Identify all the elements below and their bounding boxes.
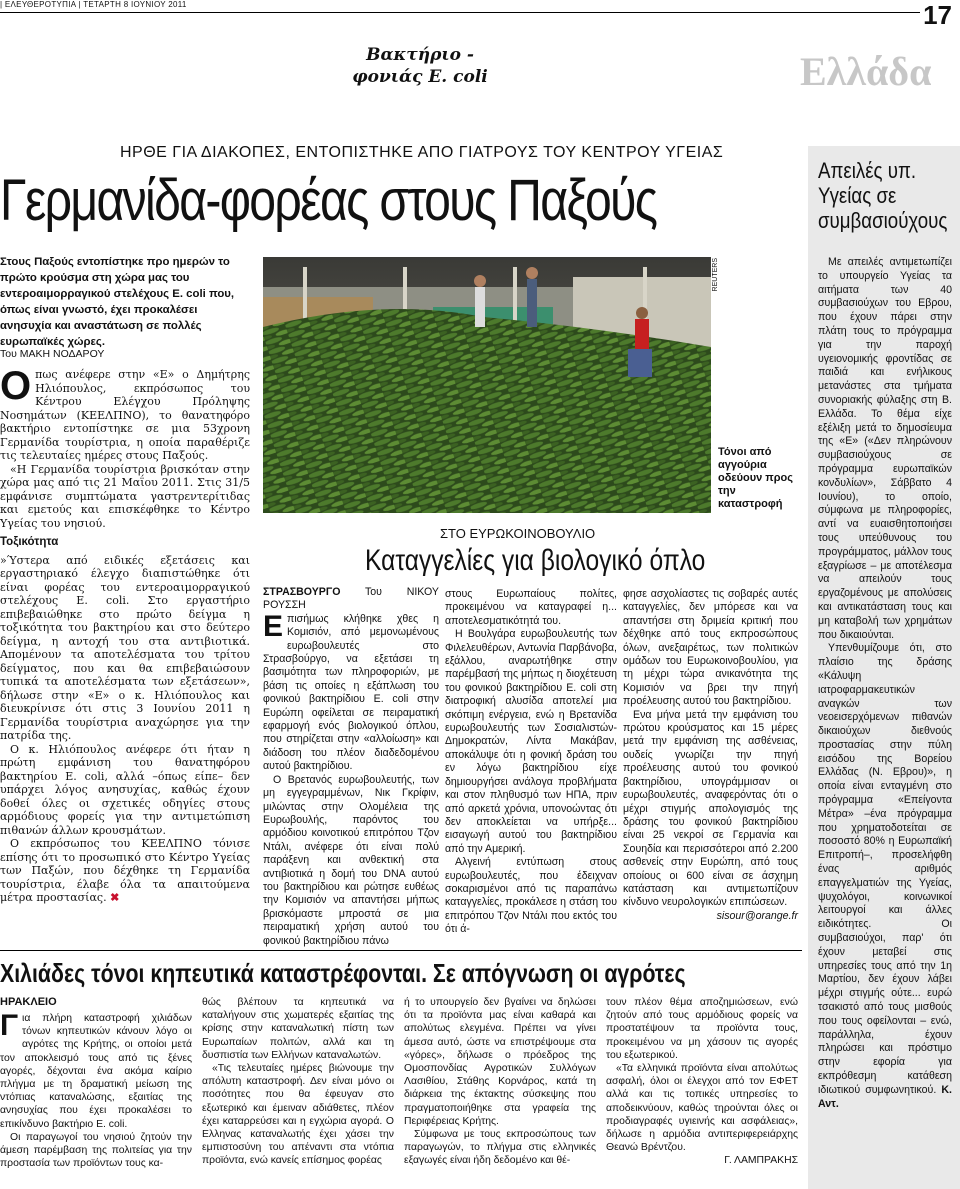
euro-col-3 bbox=[623, 588, 798, 923]
euro-paragraph-2: Ο Βρετανός ευρωβουλευτής, των μη εγγεγραμμένων, Νικ Γκρίφιν, μιλώντας στην Ολομέλεια της Ευρωβουλής, παρόντος του αρμόδιου κοινοτικού επιτρόπου Τζον Ντάλι, ανέφερε ότι είναι πολύ παράξενη και ανθεκτική στα αντιβιοτικά η δομή του DNA αυτού του βακτηρίδιου και ρώτησε ευθέως την Κομισιόν να απαντήσει μήπως βρισκόμαστε μπροστά σε μια πειραματική χρήση αυτού του φονικού βακτηρίδιου πάνω bbox=[263, 773, 439, 947]
sidebar-paragraph-1: Με απειλές αντιμετωπίζει το υπουργείο Υγείας τα αιτήματα των 40 συμβασιούχων του Εβρου, που έχουν πάρει στην πλάτη τους το πρόγραμμα για την παροχή υγειονομικής φροντίδας σε παιδιά και ενήλικους μετανάστες στα τμήματα συνοριακής φύλαξης στη Β. Ελλάδα. Το θέμα είχε εξέλιξη μετά το δημοσίευμα της «Ε» («Δεν πληρώνουν συμβασιούχους σε πρόγραμμα ευρωπαϊκών κονδυλίων», Σάββατο 4 Ιουνίου), το οποίο, σύμφωνα με πληροφορίες, αντί να ευαισθητοποιήσει τους υπεύθυνους του προγράμματος, μάλλον τους εξαγρίωσε – με αποτέλεσμα να απειλούν τους εργαζομένους με απολύσεις και αντικατάσταση τους και μη καταβολή των χρημάτων που δικαιούνται. bbox=[818, 256, 952, 641]
photo-caption: Τόνοι από αγγούρια οδεύουν προς την καταστροφή bbox=[718, 446, 793, 510]
sidebar-signoff: Κ. Αντ. bbox=[818, 1083, 952, 1110]
euro-kicker: ΣΤΟ ΕΥΡΩΚΟΙΝΟΒΟΥΛΙΟ bbox=[440, 526, 596, 541]
teaser bbox=[330, 44, 510, 88]
bottom-col1-text: ια πλήρη καταστροφή χιλιάδων τόνων κηπευτικών κάνουν λόγο οι αγρότες της Κρήτης, οι οποίοι μετά τον αποκλεισμό τους από τις ξένες αγορές, δέχονται ένα ακόμα καίριο πλήγμα με τη δραματική μείωση της ντόπιας καταναλώσης, εξαιτίας της ανησυχίας που έχει προκαλέσει το επικίνδυνο βακτήριο E. coli. bbox=[0, 1013, 192, 1130]
euro-place: ΣΤΡΑΣΒΟΥΡΓΟ bbox=[263, 586, 341, 598]
photo-credit: REUTERS bbox=[712, 258, 719, 292]
euro-paragraph-7: Ενα μήνα μετά την εμφάνιση του πρώτου κρούσματος και 15 μέρες μετά την εμφάνιση της ασθένειας, ουδείς γνωρίζει την πηγή προέλευσης αυτού του φονικού βακτηρίδιου, υπογράμμισαν οι ευρωβουλευτές, αναφερόντας ότι ο μέχρι στιγμής απολογισμός της δράσης του φονικού βακτηρίδιου είναι 25 νεκροί σε Γερμανία και Σουηδία και περισσότεροι από 2.200 ασθενείς στην Ευρώπη, από τους οποίους οι 600 είναι σε άσχημη κατάσταση και αντιμετωπίζουν κίνδυνο νευρολογικών επιπώσεων. bbox=[623, 708, 798, 909]
running-header: | ΕΛΕΥΘΕΡΟΤΥΠΙΑ | ΤΕΤΑΡΤΗ 8 ΙΟΥΝΙΟΥ 2011 bbox=[0, 0, 187, 9]
euro-dateline bbox=[263, 586, 439, 613]
bottom-headline: Χιλιάδες τόνοι κηπευτικά καταστρέφονται. Σε απόγνωση οι αγρότες bbox=[0, 958, 686, 988]
dropcap: Ο bbox=[0, 364, 32, 408]
main-headline: Γερμανίδα-φορέας στους Παξούς bbox=[0, 168, 657, 233]
main-kicker: ΗΡΘΕ ΓΙΑ ΔΙΑΚΟΠΕΣ, ΕΝΤΟΠΙΣΤΗΚΕ ΑΠΟ ΓΙΑΤΡΟΥΣ ΤΟΥ ΚΕΝΤΡΟΥ ΥΓΕΙΑΣ bbox=[120, 144, 724, 161]
bottom-place: ΗΡΑΚΛΕΙΟ bbox=[0, 996, 57, 1008]
euro-email: sisour@orange.fr bbox=[716, 909, 798, 922]
sidebar-title: Απειλές υπ. Υγείας σε συμβασιούχους bbox=[818, 158, 948, 233]
euro-byline: Του ΝΙΚΟΥ ΡΟΥΣΣΗ bbox=[263, 586, 439, 612]
bottom-col-3 bbox=[404, 996, 596, 1168]
main-paragraph-2: «Η Γερμανίδα τουρίστρια βρισκόταν στην χώρα μας από τις 21 Μαΐου 2011. Στις 31/5 εμφάνισε συμπτώματα γαστρεντερίτιδας και εμετούς και επισκέφθηκε το Κέντρο Υγείας του νησιού. bbox=[0, 462, 250, 530]
bottom-col-2 bbox=[202, 996, 394, 1168]
main-body bbox=[0, 364, 250, 905]
bottom-rule bbox=[0, 950, 802, 951]
euro-paragraph-6: φησε ασχολίαστες τις σοβαρές αυτές καταγγελίες, δεν μπόρεσε και να απαντήσει στη δριμεία κριτική που δέχθηκε από τους εκπροσώπους όλων, ανεξαιρέτως, των πολιτικών ομάδων του Ευρωκοινοβουλίου, για τη μέχρι τώρα ανικανότητα της Κομισιόν να βρει την πηγή προέλευσης αυτού του βακτηρίδιου. bbox=[623, 588, 798, 708]
euro-headline: Καταγγελίες για βιολογικό όπλο bbox=[365, 544, 706, 577]
bottom-col-1 bbox=[0, 1009, 192, 1170]
cucumber-photo bbox=[263, 257, 711, 513]
sidebar-body bbox=[818, 256, 952, 1111]
bottom-dropcap: Γ bbox=[0, 1009, 19, 1042]
bottom-paragraph-2: Οι παραγωγοί του νησιού ζητούν την άμεση παρέμβαση της πολιτείας για την προστασία των προϊόντων τους κα- bbox=[0, 1131, 192, 1170]
bottom-paragraph-1 bbox=[0, 1009, 192, 1131]
teaser-line-1: Βακτήριο - bbox=[366, 45, 474, 65]
bottom-paragraph-5: ή το υπουργείο δεν βγαίνει να δηλώσει ότι τα προϊόντα μας είναι καθαρά και απολύτως ελεγμένα. Πρέπει να γίνει άμεσα αυτό, ώστε να επιστρέψουμε στα «γόρες», δήλωσε ο πρόεδρος της Ομοσπονδίας Αγροτικών Συλλόγων Λασιθίου, Στάθης Κορνάρος, κατά τη διάρκεια της έκτακτης σύσκεψης που πραγματοποιήθηκε στα γραφεία της Περιφέρειας Κρήτης. bbox=[404, 997, 596, 1127]
main-lead: Στους Παξούς εντοπίστηκε προ ημερών το πρώτο κρούσμα στη χώρα μας του εντεροαιμορραγικού στελέχους E. coli που, όπως είναι γνωστό, έχει προκαλέσει ανησυχία και αναστάτωση σε πολλές ευρωπαϊκές χώρες. bbox=[0, 256, 235, 348]
sidebar-paragraph-2 bbox=[818, 642, 952, 1111]
euro-col1-text: πισήμως κλήθηκε χθες η Κομισιόν, από μεμονωμένους ευρωβουλευτές στο Στρασβούργο, να εξετάσει τη βασιμότητα των πληροφοριών, με βάση τις οποίες η εξάπλωση του φονικού βακτηρίδιου E. coli στην Ευρώπη οφείλεται σε πειραματική εφαρμογή ενός βιολογικού όπλου, που στηρίζεται στην «αλλοίωση» και διάδοση του πλέον διαδεδομένου αυτού βακτηρίδιου. bbox=[263, 612, 439, 773]
main-paragraph-3: »Ύστερα από ειδικές εξετάσεις και εργαστηριακό έλεγχο διαπιστώθηκε ότι είναι φορέας του εντεροαιμορραγικού στελέχους E. coli. Στο εργαστήριο επιβεβαιώθηκε στο πρώτο δείγμα η τοξικότητα του βακτηρίου και στο δεύτερο δείγμα, η αντοχή του στα αντιβιοτικά. Απομένουν τα αποτελέσματα του τρίτου δείγματος, που και θα επιβεβαιώσουν τυπικά τα αποτελέσματα των εξετάσεων», δήλωσε στην «Ε» ο κ. Ηλιόπουλος και διευκρίνισε ότι στις 3 Ιουνίου 2011 η Γερμανίδα τουρίστρια αναχώρησε για την πατρίδα της. bbox=[0, 553, 250, 742]
euro-paragraph-5: Αλγεινή εντύπωση στους ευρωβουλευτές, που έδειχναν σοκαρισμένοι από τις παραπάνω καταγγελίες, προκάλεσε η στάση του επιτρόπου Τζον Ντάλι που εκτός του ότι ά- bbox=[445, 856, 617, 936]
teaser-line-2: φονιάς E. coli bbox=[352, 67, 488, 87]
bottom-paragraph-8: «Τα ελληνικά προϊόντα είναι απολύτως ασφαλή, όλοι οι έλεγχοι από τον ΕΦΕΤ αλλά και τις τοπικές υπηρεσίες το αποδεικνύουν, καθώς τηρούνται όλες οι προδιαγραφές υγιεινής και ασφάλειας», δήλωσε η αρμόδια αντιπεριφερειάρχης Θεανώ Βρέντζου. bbox=[606, 1063, 798, 1154]
main-byline: Του ΜΑΚΗ ΝΟΔΑΡΟΥ bbox=[0, 348, 105, 360]
euro-dropcap: Ε bbox=[263, 609, 284, 643]
main-paragraph-5 bbox=[0, 837, 250, 905]
main-p1-text: πως ανέφερε στην «Ε» ο Δημήτρης Ηλιόπουλος, εκπρόσωπος του Κέντρου Ελέγχου Πρόληψης Νοσημάτων (ΚΕΕΛΠΝΟ), το θανατηφόρο βακτήριο εντοπίστηκε σε μια 53χρονη Γερμανίδα τουρίστρια, η οποία παραθέριζε τις τελευταίες ημέρες στους Παξούς. bbox=[0, 368, 250, 462]
euro-paragraph-1 bbox=[263, 609, 439, 774]
bottom-paragraph-6: Σύμφωνα με τους εκπροσώπους των παραγωγών, το πλήγμα στις ελληνικές εξαγωγές είναι ήδη δεδομένο και θέ- bbox=[404, 1129, 596, 1167]
main-p5-text: Ο εκπρόσωπος του ΚΕΕΛΠΝΟ τόνισε επίσης ότι το προσωπικό στο Κέντρο Υγείας των Παξών, που δέχθηκε τη Γερμανίδα τουρίστρια, έλαβε όλα τα απαιτούμενα μέτρα προστασίας. bbox=[0, 837, 250, 904]
main-subhead: Τοξικότητα bbox=[0, 536, 59, 548]
bottom-paragraph-7: τουν πλέον θέμα αποζημιώσεων, ενώ ζητούν από τους αρμόδιους φορείς να προστατέψουν τα προϊόντα τους, προκειμένου να μη χάσουν τις αγορές του εξωτερικού. bbox=[606, 997, 798, 1061]
end-mark-icon: ✖ bbox=[110, 891, 120, 904]
euro-col-1 bbox=[263, 586, 439, 948]
bottom-col-4 bbox=[606, 996, 798, 1168]
bottom-paragraph-4: «Τις τελευταίες ημέρες βιώνουμε την απόλυτη καταστροφή. Δεν είναι μόνο οι ποσότητες που θα έφευγαν στο εξωτερικό και έμειναν αδιάθετες, πλέον έχει καταρρεύσει και η εγχώρια αγορά. Ο Ελληνας καταναλωτής έχει χάσει την εμπιστοσύνη του απέναντι στα ντόπια προϊόντα, ενώ κανείς επίσημος φορέας bbox=[202, 1063, 394, 1167]
bottom-paragraph-3: θώς βλέπουν τα κηπευτικά να καταλήγουν στις χωματερές εξαιτίας της κρίσης στην καταναλωτική πίστη των Ευρωπαίων πολιτών, αλλά και τη δυσπιστία των Ελλήνων καταναλωτών. bbox=[202, 997, 394, 1061]
main-paragraph-4: Ο κ. Ηλιόπουλος ανέφερε ότι ήταν η πρώτη εμφάνιση του θανατηφόρου βακτηρίου E. coli, αλλά –όπως είπε– δεν υπάρχει λόγος ανησυχίας, καθώς έχουν δοθεί όλες οι σχετικές οδηγίες στους αρμόδιους φορείς για την αντιμετώπιση πιθανών άλλων κρουσμάτων. bbox=[0, 742, 250, 837]
euro-paragraph-3: στους Ευρωπαίους πολίτες, προκειμένου να καταγραφεί η... αποτελεσματικότητά του. bbox=[445, 588, 617, 627]
main-paragraph-1 bbox=[0, 364, 250, 463]
euro-col-2 bbox=[445, 588, 617, 937]
bottom-signoff: Γ. ΛΑΜΠΡΑΚΗΣ bbox=[724, 1155, 798, 1167]
page-number: 17 bbox=[923, 0, 952, 30]
sidebar-p2-text: Υπενθυμίζουμε ότι, στο πλαίσιο της δράσης «Κάλυψη ιατροφαρμακευτικών αναγκών των νεοεισερχόμενων πιθανών δικαιούχων διεθνούς προστασίας στην πύλη εισόδου της Βορείου Ελλάδας (Ν. Εβρου)», η οποία είναι ενταγμένη στο πρόγραμμα «Επείγοντα Μέτρα» –ένα πρόγραμμα που χρηματοδοτείται σε ποσοστό 80% η Ευρωπαϊκή Επιτροπή–, προσελήφθη ένας αριθμός επαγγελματιών της Υγείας, ψυχολόγοι, κοινωνικοί λειτουργοί και άλλες ειδικότητες. Οι συμβασιούχοι, παρ' ότι έχουν μεταβεί στις υπηρεσίες τους από την 1η Μαρτίου, δεν έχουν λάβει μέχρι στιγμής ούτε... ευρώ τσακιστό από τους μισθούς που τους οφείλονται – ενώ, παράλληλα, έχουν πληρώσει και πρόστιμο στην εφορία για εκπρόθεσμη κατάθεση ιδιωτικού συμφωνητικού. bbox=[818, 642, 952, 1096]
section-title: Ελλάδα bbox=[800, 49, 932, 94]
photo-illustration bbox=[263, 257, 711, 513]
header-rule bbox=[0, 12, 920, 13]
euro-paragraph-4: Η Βουλγάρα ευρωβουλευτής των Φιλελευθέρων, Αντωνία Παρβάνοβα, εξάλλου, αναρωτήθηκε στην παρέμβασή της μήπως η διοχέτευση του φονικού βακτηρίδιου E. coli στη διατροφική αλυσίδα αποτελεί μια σκόπιμη ενέργεια, ενώ η Βρετανίδα ευρωβουλευτής των Σοσιαλιστών-Δημοκρατών, Λίντα Μακάβαν, αποκάλυψε ότι η φονική δράση του εν λόγω βακτηρίδιου είχε δημιουργήσει ανάλογα προβλήματα και στον πληθυσμό των ΗΠΑ, πριν από αρκετά χρόνια, υπονοώντας ότι δεν αποκλείεται να υπήρξε... εισαγωγή αυτού του βακτηρίδιου από την Αμερική. bbox=[445, 628, 617, 855]
